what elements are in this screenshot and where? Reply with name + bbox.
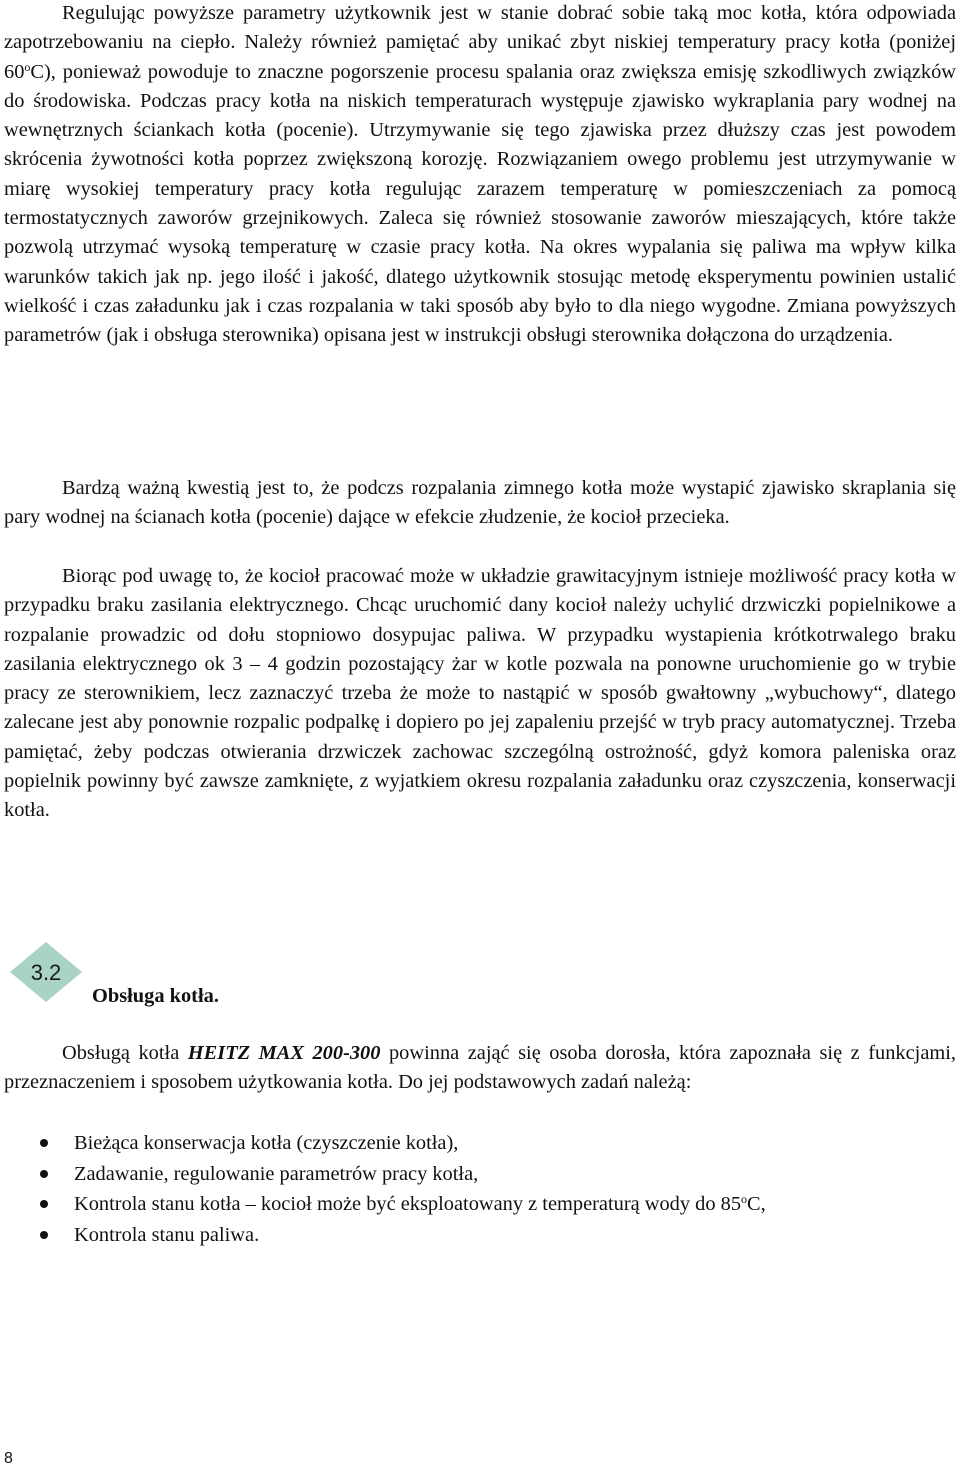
paragraph-gravity-operation <box>4 562 956 826</box>
bullet-icon <box>40 1200 48 1208</box>
section-title: Obsługa kotła. <box>92 985 219 1007</box>
list-item <box>4 1128 956 1159</box>
list-item <box>4 1220 956 1251</box>
section-header <box>4 940 956 1010</box>
paragraph-text: Regulując powyższe parametry użytkownik jest w stanie dobrać sobie taką moc kotła, która odpowiada zapotrzebowaniu na ciepło. Należy również pamiętać aby unikać zbyt niskiej temperatury pracy kotła (poniżej 60 <box>4 2 956 83</box>
paragraph-text: Obsługą kotła <box>62 1042 188 1064</box>
list-item-text: Bieżąca konserwacja kotła (czyszczenie kotła), <box>74 1132 459 1154</box>
section-number: 3.2 <box>30 960 62 985</box>
list-item <box>4 1189 956 1220</box>
duties-list <box>4 1128 956 1250</box>
paragraph-text: powinna zająć się osoba dorosła, która zapoznała się z funkcjami, przeznaczeniem i sposobem użytkowania kotła. Do jej podstawowych zadań należą: <box>4 1042 957 1094</box>
list-item-text: Zadawanie, regulowanie parametrów pracy kotła, <box>74 1162 479 1185</box>
paragraph-operator <box>4 1039 956 1098</box>
degree-sup: o <box>24 59 31 74</box>
paragraph-condensation <box>4 474 956 533</box>
degree-sup: o <box>741 1192 748 1206</box>
bullet-icon <box>40 1170 48 1178</box>
paragraph-text: C), ponieważ powoduje to znaczne pogorszenie procesu spalania oraz zwiększa emisję szkodliwych związków do środowiska. Podczas pracy kotła na niskich temperaturach występuje zjawisko wykraplania pary wodnej na wewnętrznych ściankach kotła (pocenie). Utrzymywanie się tego zjawiska przez dłuższy czas jest powodem skrócenia żywotności kotła poprzez zwiększoną korozję. Rozwiązaniem owego problemu jest utrzymywanie w miarę wysokiej temperatury pracy kotła regulując zarazem temperaturę w pomieszczeniach za pomocą termostatycznych zaworów grzejnikowych. Zaleca się również stosowanie zaworów mieszających, które także pozwolą utrzymać wysoką temperaturę w czasie pracy kotła. Na okres wypalania się paliwa ma wpływ kilka warunków takich jak np. jego ilość i jakość, dlatego użytkownik stosując metodę eksperymentu powinien ustalić wielkość i czas załadunku jak i czas rozpalania w taki sposób aby było to dla niego wygodne. Zmiana powyższych parametrów (jak i obsługa sterownika) opisana jest w instrukcji obsługi sterownika dołączona do urządzenia. <box>4 60 956 347</box>
list-item <box>4 1159 956 1190</box>
list-item-text: Kontrola stanu kotła – kocioł może być eksploatowany z temperaturą wody do 85 <box>74 1193 742 1215</box>
bullet-icon <box>40 1231 48 1239</box>
paragraph-text: Bardzą ważną kwestią jest to, że podczs rozpalania zimnego kotła może wystapić zjawisko skraplania się pary wodnej na ścianach kotła (pocenie) dające w efekcie złudzenie, że kocioł przecieka. <box>4 477 956 529</box>
boiler-model-name: HEITZ MAX 200-300 <box>187 1042 381 1064</box>
list-item-text: C, <box>747 1193 766 1215</box>
paragraph-text: Biorąc pod uwagę to, że kocioł pracować może w układzie grawitacyjnym istnieje możliwość pracy kotła w przypadku braku zasilania elektrycznego. Chcąc uruchomić dany kocioł należy uchylić drzwiczki popielnikowe a rozpalanie prowadzic od dołu stopniowo dosypujac paliwa. W przypadku wystapienia krótkotrwalego braku zasilania elektrycznego ok 3 – 4 godzin pozostający żar w kotle pozwala na ponowne uruchomienie go w trybie pracy ze sterownikiem, lecz zaznaczyć trzeba że może to nastąpić w sposób gwałtowny „wybuchowy“, dlatego zalecane jest aby ponownie rozpalic podpalkę i dopiero po jej zapaleniu przejść w tryb pracy automatycznej. Trzeba pamiętać, żeby podczas otwierania drzwiczek zachowac szczególną ostrożność, gdyż komora paleniska oraz popielnik powinny być zawsze zamknięte, z wyjatkiem okresu rozpalania załadunku oraz czyszczenia, konserwacji kotła. <box>4 565 956 822</box>
list-item-text: Kontrola stanu paliwa. <box>74 1223 260 1246</box>
section-number-badge <box>4 940 88 1004</box>
bullet-icon <box>40 1139 48 1147</box>
paragraph-boiler-parameters <box>4 0 956 351</box>
page-number: 8 <box>4 1450 13 1467</box>
